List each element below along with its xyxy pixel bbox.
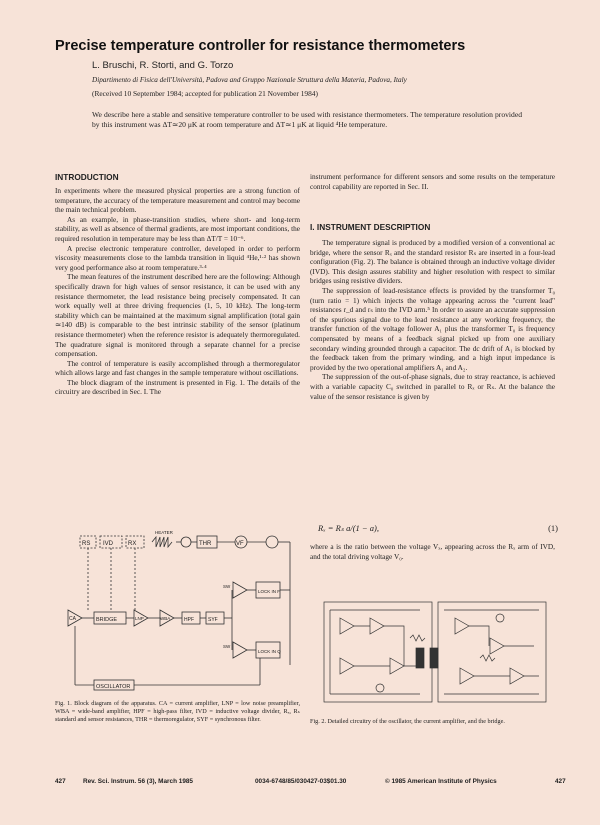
right-column-text [310, 238, 555, 401]
introduction-heading: INTRODUCTION [55, 172, 119, 182]
received-dates: (Received 10 September 1984; accepted for publication 21 November 1984) [92, 89, 318, 98]
label-heater: HEATER [155, 530, 173, 535]
equation-number: (1) [548, 523, 558, 533]
bridge-section [438, 602, 546, 702]
label-oscillator: OSCILLATOR [96, 684, 131, 690]
label-rs: RS [82, 541, 91, 547]
wba-amplifier-3 [233, 642, 247, 658]
voltage-source-circle [266, 536, 278, 548]
label-hpf: HPF [184, 617, 194, 623]
label-thr: THR [199, 541, 212, 547]
copyright-notice: © 1985 American Institute of Physics [385, 778, 497, 785]
label-lock-in-q: LOCK IN Q [258, 649, 281, 654]
intro-paragraph-5: The control of temperature is easily accomplished through a thermoregulator which allows large and fast changes in the sample temperature without oscillations. [55, 358, 300, 378]
intro-paragraph-4: The mean features of the instrument described here are the following: Although specifically drawn for high values of sensor resistance, it can be used with any resistance thermometer, the lead resistance being precisely compensated. It can work equally well at three driving frequencies (1, 5, 10 kHz). The long-term stability which can be maintained at the maximum signal amplification (total gain ≃140 dB) is comparable to the best intrinsic stability of the sensor (platinum resistance thermometer) when the reference resistor is adequately thermoregulated. The quadrature signal is monitored through a separate channel for a precise compensation. [55, 272, 300, 359]
label-lnp: LNP [135, 616, 144, 621]
section-paragraph-1: The temperature signal is produced by a modified version of a conventional ac bridge, where the sensor Rₓ and the standard resistor Rₛ are inserted in a four-lead configuration (Fig. 2). The balance is obtained through an inductive voltage divider (IVD). This design assures stability and higher resolution with respect to similar bridges using resistive dividers. [310, 238, 555, 286]
section-paragraph-3: The suppression of the out-of-phase signals, due to stray reactance, is achieved with a variable capacity C₀ switched in parallel to Rₓ or Rₛ. At the balance the value of the sensor resistance is given by [310, 372, 555, 401]
journal-citation: Rev. Sci. Instrum. 56 (3), March 1985 [83, 778, 193, 785]
label-ca: CA [69, 616, 76, 622]
section-paragraph-2: The suppression of lead-resistance effects is provided by the transformer T₀ (turn ratio = 1) which injects the voltage appearing across the "current lead" resistances r_d and rₛ into the IVD arm.⁵ In order to assure an accurate suppression of the spurious signal due to the lead resistance at any working frequency, the transfer function of the voltage follower A₁ plus the transformer T₀ is frequency compensated by means of a feedback signal picked up from one auxiliary secondary winding grounded through a capacitor. The dc drift of A₁ is blocked by the feedback taken from the primary winding, and a high input impedance is provided by the two operational amplifiers A₁ and A₂. [310, 285, 555, 372]
abstract: We describe here a stable and sensitive temperature controller to be used with resistance thermometers. The temperature resolution provided by this instrument was ΔT≃20 μK at room temperature and ΔT≃1 μK at liquid ⁴He temperature. [92, 110, 522, 129]
intro-paragraph-1: In experiments where the measured physical properties are a strong function of temperature, the accuracy of the temperature measurement and control may become the main technical problem. [55, 186, 300, 215]
wba-amplifier-2 [233, 582, 247, 598]
label-ivd: IVD [103, 541, 114, 547]
label-vf: VF [236, 541, 244, 547]
authors: L. Bruschi, R. Storti, and G. Torzo [92, 60, 234, 71]
label-rx: RX [128, 541, 137, 547]
equation-1 [318, 523, 558, 534]
equation-body: Rₓ = Rₛ a/(1 − a), [318, 523, 379, 533]
page-number-right: 427 [555, 778, 566, 785]
intro-paragraph-2: As an example, in phase-transition studies, where short- and long-term stability, as well as absence of thermal gradients, are most important conditions, the required resolution in temperature may be less than ΔT/T = 10⁻⁶. [55, 214, 300, 243]
figure-2-caption: Fig. 2. Detailed circuitry of the oscillator, the current amplifier, and the bridge. [310, 718, 505, 725]
paper-title: Precise temperature controller for resistance thermometers [55, 38, 466, 54]
article-code: 0034-6748/85/030427-03$01.30 [255, 778, 347, 785]
affiliation: Dipartimento di Fisica dell'Università, Padova and Gruppo Nazionale Struttura della Materia, Padova, Italy [92, 76, 407, 84]
right-column-top [310, 172, 555, 191]
heater-coil [152, 537, 172, 547]
intro-paragraph-6: The block diagram of the instrument is presented in Fig. 1. The details of the circuitry are described in Sec. I. The [55, 377, 300, 397]
label-lock-in-f: LOCK IN F [258, 589, 281, 594]
label-syf: SYF [208, 617, 218, 623]
current-source-symbol [181, 537, 191, 547]
intro-continuation: instrument performance for different sensors and some results on the temperature control capability are reported in Sec. II. [310, 172, 555, 191]
intro-paragraph-3: A precise electronic temperature controller, developed in order to perform viscosity measurements close to the lambda transition in liquid ⁴He,¹·² has shown very good performance also at room temperature.³·⁴ [55, 243, 300, 272]
label-sw-2: SW [223, 644, 231, 649]
left-column-text [55, 186, 300, 397]
figure-2-circuit-schematic [320, 598, 550, 713]
right-column-after-eq [310, 542, 555, 561]
section-heading: I. INSTRUMENT DESCRIPTION [310, 222, 431, 232]
label-wba: WBA [160, 616, 171, 621]
page-number-left: 427 [55, 778, 66, 785]
figure-1-block-diagram [60, 530, 300, 695]
label-bridge: BRIDGE [96, 617, 118, 623]
label-sw-1: SW [223, 584, 231, 589]
figure-1-caption: Fig. 1. Block diagram of the apparatus. CA = current amplifier, LNP = low noise preamplifier, WBA = wide-band amplifier, HPF = high-pass filter, IVD = inductive voltage divider, Rₓ, Rₛ standard and sensor resistances, THR = thermoregulator, SYF = synchronous filter. [55, 700, 300, 723]
section-paragraph-4: where a is the ratio between the voltage Vₓ, appearing across the Rₓ arm of IVD, and the total driving voltage V₀. [310, 542, 555, 561]
